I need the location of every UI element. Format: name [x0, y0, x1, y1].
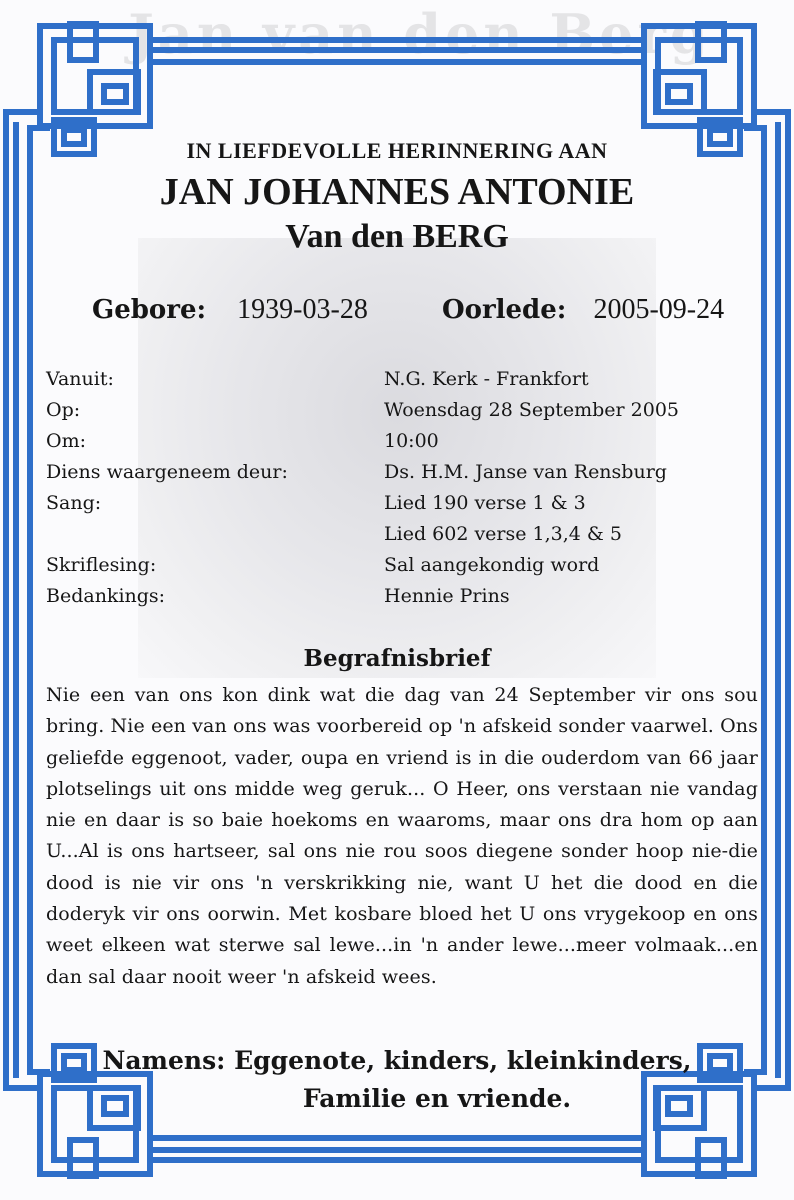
detail-value: Lied 190 verse 1 & 3: [384, 492, 586, 514]
detail-row: [46, 426, 746, 457]
detail-label: Om:: [46, 430, 86, 452]
life-dates: [92, 294, 732, 326]
born-date: 1939-03-28: [237, 294, 368, 325]
deceased-full-name: JAN JOHANNES ANTONIE: [159, 171, 635, 213]
funeral-letter-text: Nie een van ons kon dink wat die dag van 24 September vir ons sou bring. Nie een van ons was voorbereid op 'n afskeid sonder vaarwel. Ons geliefde eggenoot, vader, oupa en vriend is in die ouderdom van 66 jaar plotselings uit ons midde weg geruk... O Heer, ons verstaan nie vandag nie en daar is so baie hoekoms en waaroms, maar ons dra hom op aan U...Al is ons hartseer, sal ons nie rou soos diegene sonder hoop nie-die dood is nie vir ons 'n verskrikking nie, want U het die dood en die doderyk vir ons oorwin. Met kosbare bloed het U ons vrygekoop en ons weet elkeen wat sterwe sal lewe...in 'n ander lewe...meer volmaak...en dan sal daar nooit weer 'n afskeid wees.: [46, 684, 758, 988]
detail-label: Diens waargeneem deur:: [46, 461, 288, 483]
on-behalf-of-line-2: Familie en vriende.: [302, 1084, 572, 1113]
detail-row: [46, 581, 746, 612]
on-behalf-of: [0, 1042, 794, 1118]
detail-row: [46, 488, 746, 519]
detail-row: [46, 364, 746, 395]
deceased-surname: Van den BERG: [285, 218, 509, 255]
detail-label: Skriflesing:: [46, 554, 157, 576]
detail-label: Op:: [46, 399, 81, 421]
detail-row: [46, 395, 746, 426]
detail-value: Hennie Prins: [384, 585, 510, 607]
detail-label: Bedankings:: [46, 585, 166, 607]
service-details: [46, 364, 746, 612]
detail-value: Woensdag 28 September 2005: [384, 399, 680, 421]
detail-row: [46, 519, 746, 550]
died-label: Oorlede:: [441, 295, 567, 325]
detail-value: Ds. H.M. Janse van Rensburg: [384, 461, 667, 483]
on-behalf-of-line-1: Namens: Eggenote, kinders, kleinkinders,: [102, 1046, 692, 1075]
detail-label: Vanuit:: [46, 368, 114, 390]
detail-value: 10:00: [384, 430, 439, 452]
detail-row: [46, 457, 746, 488]
detail-value: Sal aangekondig word: [384, 554, 600, 576]
memorial-intro: IN LIEFDEVOLLE HERINNERING AAN: [186, 138, 608, 163]
born-label: Gebore:: [92, 295, 207, 325]
detail-value: Lied 602 verse 1,3,4 & 5: [384, 523, 622, 545]
detail-label: Sang:: [46, 492, 102, 514]
detail-value: N.G. Kerk - Frankfort: [384, 368, 589, 390]
faded-background-header: Jan van den Berg: [128, 2, 712, 66]
letter-title: Begrafnisbrief: [303, 645, 491, 672]
detail-row: [46, 550, 746, 581]
died-date: 2005-09-24: [593, 294, 725, 325]
